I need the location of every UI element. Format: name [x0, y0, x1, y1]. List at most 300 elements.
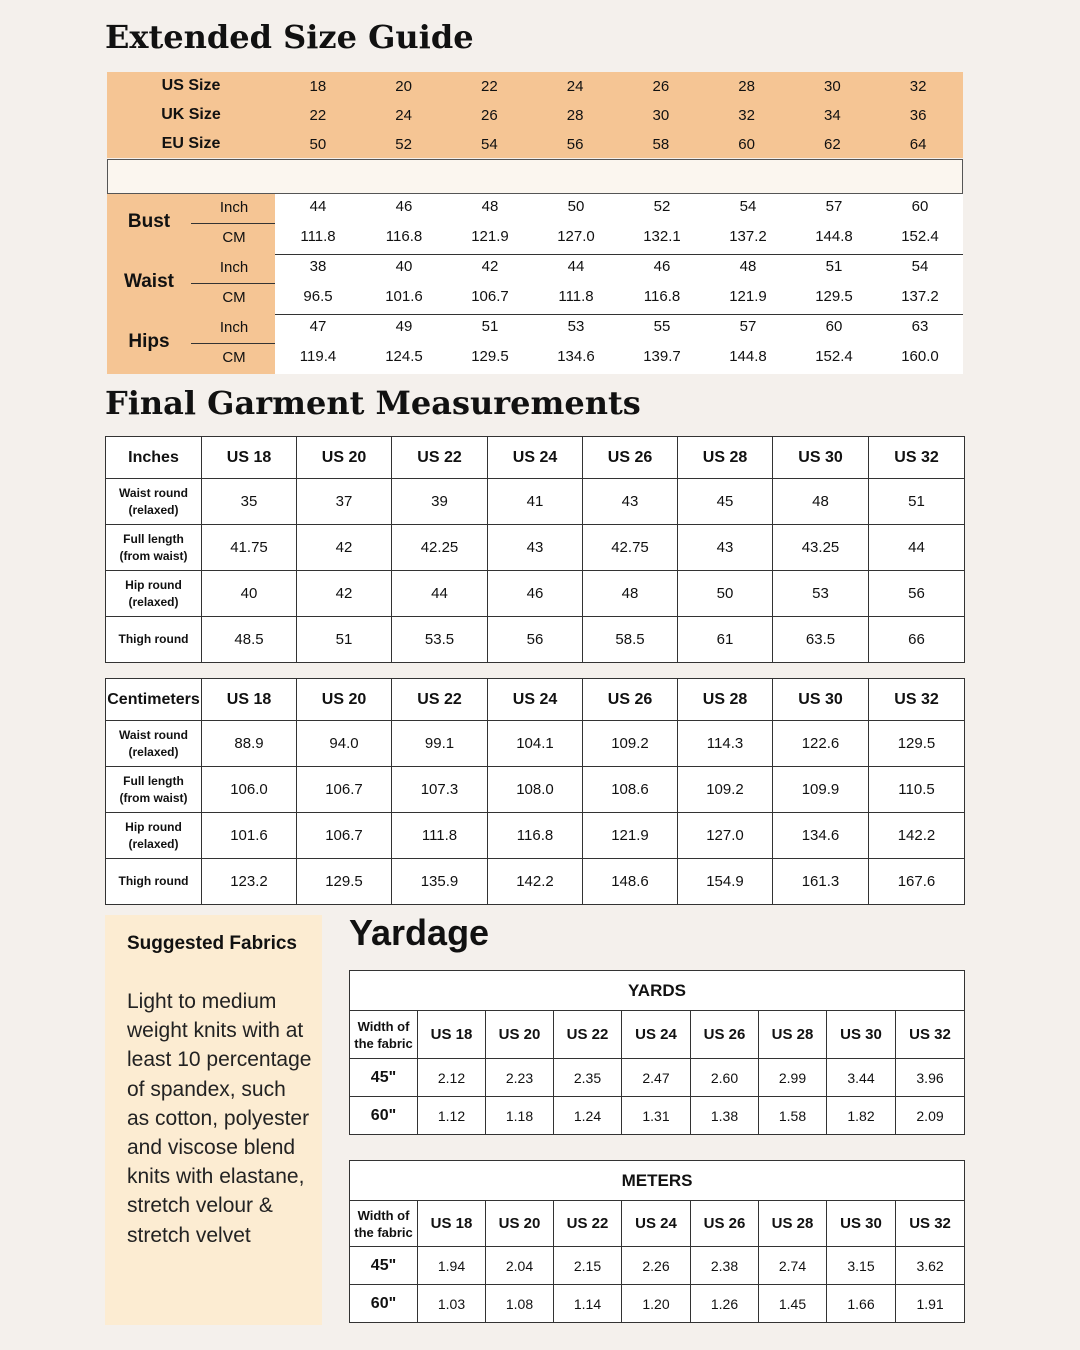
table-cell: 161.3 — [773, 859, 869, 905]
table-cell: 3.96 — [896, 1059, 965, 1097]
size-header-value: 62 — [824, 135, 841, 153]
measure-value: 44 — [309, 198, 327, 215]
table-cell: 35 — [202, 479, 297, 525]
measure-value: 160.0 — [901, 348, 939, 365]
table-cell: 1.08 — [486, 1285, 554, 1323]
table-cell: 101.6 — [202, 813, 297, 859]
table-cell: 45 — [678, 479, 773, 525]
row-label-line1: Hip round — [125, 819, 182, 834]
table-cell: 104.1 — [488, 721, 583, 767]
table-cell: 148.6 — [583, 859, 678, 905]
measure-name: Hips — [128, 331, 170, 352]
measure-value: 49 — [395, 318, 413, 335]
measure-value: 152.4 — [815, 348, 853, 365]
column-header: US 22 — [392, 437, 488, 479]
row-label — [106, 767, 202, 813]
table-cell: 109.2 — [583, 721, 678, 767]
width-label-line1: Width of — [357, 1207, 410, 1223]
table-cell: 1.12 — [418, 1097, 486, 1135]
row-label — [106, 859, 202, 905]
width-of-fabric-label — [350, 1011, 418, 1059]
size-header-value: 24 — [395, 106, 412, 124]
table-row — [106, 571, 965, 617]
row-label-line1: Hip round — [125, 577, 182, 592]
measure-value: 132.1 — [643, 228, 681, 245]
row-label-line1: Full length — [123, 531, 184, 546]
table-cell: 41.75 — [202, 525, 297, 571]
table-cell: 44 — [869, 525, 965, 571]
table-cell: 48 — [583, 571, 678, 617]
table-cell: 106.7 — [297, 813, 392, 859]
measure-values — [275, 314, 963, 374]
table-cell: 127.0 — [678, 813, 773, 859]
width-label-line2: the fabric — [354, 1035, 413, 1051]
table-cell: 40 — [202, 571, 297, 617]
table-cell: 44 — [392, 571, 488, 617]
column-header: US 28 — [678, 437, 773, 479]
table-cell: 108.0 — [488, 767, 583, 813]
table-cell: 41 — [488, 479, 583, 525]
measure-value: 101.6 — [385, 288, 423, 305]
table-cell: 43 — [678, 525, 773, 571]
row-label — [106, 525, 202, 571]
measure-group-label — [107, 194, 275, 254]
size-header-value: 64 — [909, 135, 927, 153]
table-row — [106, 525, 965, 571]
table-row — [106, 767, 965, 813]
measure-name: Bust — [127, 211, 171, 232]
fabric-width-label: 60" — [350, 1285, 418, 1323]
cm-values-row — [275, 288, 963, 305]
measure-value: 55 — [653, 318, 671, 335]
table-cell: 2.35 — [554, 1059, 622, 1097]
table-header-row — [106, 679, 965, 721]
table-cell: 109.2 — [678, 767, 773, 813]
table-cell: 116.8 — [488, 813, 583, 859]
table-cell: 121.9 — [583, 813, 678, 859]
measure-value: 96.5 — [303, 288, 333, 305]
measure-group — [107, 254, 963, 314]
column-header: US 28 — [759, 1011, 827, 1059]
size-guide-spacer — [107, 159, 963, 194]
column-header: US 22 — [392, 679, 488, 721]
table-cell: 154.9 — [678, 859, 773, 905]
measure-group-label — [107, 314, 275, 374]
table-cell: 42.75 — [583, 525, 678, 571]
table-cell: 1.18 — [486, 1097, 554, 1135]
row-label-line2: (from waist) — [119, 790, 188, 805]
table-row — [350, 1285, 965, 1323]
table-cell: 1.38 — [691, 1097, 759, 1135]
table-cell: 1.14 — [554, 1285, 622, 1323]
unit-divider — [191, 343, 275, 344]
table-cell: 46 — [488, 571, 583, 617]
table-cell: 3.15 — [827, 1247, 896, 1285]
size-header-value: 58 — [652, 135, 670, 153]
table-cell: 63.5 — [773, 617, 869, 663]
unit-header: YARDS — [350, 971, 965, 1011]
table-cell: 110.5 — [869, 767, 965, 813]
table-cell: 167.6 — [869, 859, 965, 905]
measure-value: 127.0 — [557, 228, 595, 245]
table-row — [350, 1247, 965, 1285]
measure-value: 46 — [395, 198, 413, 215]
column-header: US 18 — [418, 1011, 486, 1059]
table-cell: 66 — [869, 617, 965, 663]
size-header-value: 32 — [738, 106, 755, 124]
table-cell: 43 — [488, 525, 583, 571]
size-header-label: US Size — [161, 77, 221, 94]
measure-value: 137.2 — [729, 228, 767, 245]
measure-value: 51 — [481, 318, 499, 335]
table-cell: 142.2 — [869, 813, 965, 859]
row-label-line2: (from waist) — [119, 548, 188, 563]
measure-value: 129.5 — [471, 348, 509, 365]
table-cell: 1.03 — [418, 1285, 486, 1323]
size-header-value: 20 — [395, 77, 412, 95]
table-cell: 2.12 — [418, 1059, 486, 1097]
table-cell: 2.23 — [486, 1059, 554, 1097]
column-header: US 24 — [622, 1011, 691, 1059]
size-header-row — [107, 130, 963, 158]
size-header-value: 36 — [909, 106, 927, 124]
unit-corner-cell: Inches — [106, 437, 202, 479]
column-header: US 28 — [759, 1201, 827, 1247]
table-cell: 2.47 — [622, 1059, 691, 1097]
size-header-value: 50 — [309, 135, 327, 153]
measure-value: 116.8 — [643, 288, 681, 305]
table-row — [106, 479, 965, 525]
unit-cm-label: CM — [222, 289, 246, 306]
table-cell: 1.24 — [554, 1097, 622, 1135]
measure-value: 119.4 — [299, 348, 337, 365]
measure-value: 44 — [567, 258, 585, 275]
unit-cm-label: CM — [222, 349, 246, 366]
column-header: US 32 — [896, 1011, 965, 1059]
measure-value: 63 — [911, 318, 929, 335]
row-label — [106, 617, 202, 663]
column-header: US 18 — [202, 437, 297, 479]
measure-values — [275, 254, 963, 314]
fabric-width-label: 60" — [350, 1097, 418, 1135]
size-header-value: 22 — [481, 77, 498, 95]
measure-value: 46 — [653, 258, 671, 275]
measure-value: 50 — [567, 198, 585, 215]
table-cell: 1.58 — [759, 1097, 827, 1135]
column-header: US 30 — [827, 1201, 896, 1247]
table-cell: 50 — [678, 571, 773, 617]
column-header: US 26 — [691, 1011, 759, 1059]
table-cell: 56 — [488, 617, 583, 663]
unit-cm-label: CM — [222, 229, 246, 246]
size-header-value: 30 — [824, 77, 841, 95]
unit-inch-label: Inch — [219, 319, 249, 336]
table-cell: 107.3 — [392, 767, 488, 813]
size-header-value: 54 — [481, 135, 498, 153]
table-cell: 2.15 — [554, 1247, 622, 1285]
table-cell: 2.99 — [759, 1059, 827, 1097]
fabric-width-label: 45" — [350, 1247, 418, 1285]
measure-value: 51 — [825, 258, 843, 275]
cm-values-row — [275, 228, 963, 245]
measure-value: 121.9 — [471, 228, 509, 245]
inch-values-row — [275, 258, 963, 275]
size-header-value: 22 — [309, 106, 327, 124]
measure-value: 144.8 — [815, 228, 853, 245]
table-cell: 1.91 — [896, 1285, 965, 1323]
measure-value: 60 — [911, 198, 929, 215]
column-header: US 20 — [486, 1201, 554, 1247]
table-cell: 122.6 — [773, 721, 869, 767]
measure-value: 129.5 — [815, 288, 853, 305]
table-cell: 88.9 — [202, 721, 297, 767]
column-header: US 26 — [691, 1201, 759, 1247]
table-cell: 111.8 — [392, 813, 488, 859]
size-header-value: 26 — [652, 77, 670, 95]
table-cell: 94.0 — [297, 721, 392, 767]
cm-values-row — [275, 348, 963, 365]
table-cell: 2.04 — [486, 1247, 554, 1285]
table-cell: 42.25 — [392, 525, 488, 571]
row-label — [106, 721, 202, 767]
table-cell: 2.09 — [896, 1097, 965, 1135]
yardage-meters-table — [349, 1160, 965, 1323]
measure-value: 57 — [825, 198, 843, 215]
measure-values — [275, 194, 963, 254]
table-cell: 114.3 — [678, 721, 773, 767]
row-label — [106, 571, 202, 617]
table-cell: 58.5 — [583, 617, 678, 663]
column-header: US 28 — [678, 679, 773, 721]
measure-group — [107, 314, 963, 374]
column-header: US 26 — [583, 437, 678, 479]
inch-values-row — [275, 318, 963, 335]
measure-name: Waist — [124, 271, 174, 292]
table-cell: 129.5 — [869, 721, 965, 767]
measure-value: 139.7 — [643, 348, 681, 365]
size-header-row — [107, 101, 963, 129]
garment-cm-table — [105, 678, 965, 905]
table-cell: 135.9 — [392, 859, 488, 905]
size-header-value: 60 — [738, 135, 755, 153]
measure-value: 54 — [911, 258, 929, 275]
unit-header-row — [350, 971, 965, 1011]
column-header: US 32 — [869, 437, 965, 479]
table-cell: 2.60 — [691, 1059, 759, 1097]
measure-value: 60 — [825, 318, 843, 335]
measure-value: 52 — [653, 198, 671, 215]
table-cell: 1.94 — [418, 1247, 486, 1285]
table-cell: 53 — [773, 571, 869, 617]
row-label-line2: (relaxed) — [128, 594, 179, 609]
row-label-line1: Thigh round — [118, 874, 189, 888]
row-label — [106, 813, 202, 859]
yardage-yards-table — [349, 970, 965, 1135]
column-header: US 32 — [869, 679, 965, 721]
measure-value: 111.8 — [300, 228, 336, 245]
garment-inches-table — [105, 436, 965, 663]
table-row — [350, 1059, 965, 1097]
table-cell: 142.2 — [488, 859, 583, 905]
table-cell: 106.0 — [202, 767, 297, 813]
size-header-value: 34 — [824, 106, 841, 124]
measure-value: 111.8 — [558, 288, 594, 305]
column-header: US 24 — [488, 679, 583, 721]
fabrics-body: Light to medium weight knits with at least 10 percentage of spandex, such as cotton, polyester and viscose blend knits with elastane, stretch velour & stretch velvet — [127, 990, 312, 1247]
size-header-value: 32 — [909, 77, 927, 95]
measure-value: 40 — [395, 258, 413, 275]
column-header: US 32 — [896, 1201, 965, 1247]
unit-divider — [191, 283, 275, 284]
table-cell: 43 — [583, 479, 678, 525]
table-cell: 109.9 — [773, 767, 869, 813]
table-cell: 2.38 — [691, 1247, 759, 1285]
table-cell: 56 — [869, 571, 965, 617]
row-label-line1: Full length — [123, 773, 184, 788]
width-of-fabric-label — [350, 1201, 418, 1247]
table-row — [106, 617, 965, 663]
measure-value: 48 — [739, 258, 757, 275]
size-header-value: 28 — [738, 77, 755, 95]
measure-value: 137.2 — [901, 288, 939, 305]
unit-header: METERS — [350, 1161, 965, 1201]
measure-group-label — [107, 254, 275, 314]
column-header: US 18 — [418, 1201, 486, 1247]
table-row — [106, 859, 965, 905]
size-header-value: 30 — [652, 106, 670, 124]
table-cell: 108.6 — [583, 767, 678, 813]
measure-group — [107, 194, 963, 254]
measure-value: 134.6 — [557, 348, 595, 365]
table-cell: 1.26 — [691, 1285, 759, 1323]
table-cell: 1.20 — [622, 1285, 691, 1323]
table-cell: 1.45 — [759, 1285, 827, 1323]
garment-title: Final Garment Measurements — [105, 384, 641, 422]
column-header: US 30 — [773, 679, 869, 721]
measure-value: 47 — [309, 318, 327, 335]
column-header: US 24 — [622, 1201, 691, 1247]
width-label-line2: the fabric — [354, 1224, 413, 1240]
table-row — [106, 813, 965, 859]
unit-header-row — [350, 1161, 965, 1201]
table-header-row — [350, 1201, 965, 1247]
row-label-line1: Waist round — [119, 485, 188, 500]
table-cell: 51 — [297, 617, 392, 663]
inch-values-row — [275, 198, 963, 215]
column-header: US 26 — [583, 679, 678, 721]
table-cell: 51 — [869, 479, 965, 525]
column-header: US 20 — [297, 679, 392, 721]
unit-divider — [191, 223, 275, 224]
table-cell: 2.26 — [622, 1247, 691, 1285]
table-cell: 3.62 — [896, 1247, 965, 1285]
size-guide-table — [107, 72, 963, 374]
table-cell: 53.5 — [392, 617, 488, 663]
size-header-label: EU Size — [161, 135, 221, 152]
table-header-row — [350, 1011, 965, 1059]
measure-value: 106.7 — [471, 288, 509, 305]
row-label-line2: (relaxed) — [128, 836, 179, 851]
measure-value: 42 — [481, 258, 499, 275]
unit-inch-label: Inch — [219, 259, 249, 276]
measure-value: 48 — [481, 198, 499, 215]
table-cell: 42 — [297, 571, 392, 617]
table-row — [350, 1097, 965, 1135]
size-header-value: 24 — [566, 77, 584, 95]
measure-value: 57 — [739, 318, 757, 335]
column-header: US 24 — [488, 437, 583, 479]
size-header-value: 28 — [566, 106, 584, 124]
size-header-value: 18 — [309, 77, 327, 95]
table-cell: 2.74 — [759, 1247, 827, 1285]
row-label-line2: (relaxed) — [128, 744, 179, 759]
table-cell: 1.82 — [827, 1097, 896, 1135]
measure-value: 121.9 — [729, 288, 767, 305]
column-header: US 22 — [554, 1201, 622, 1247]
measure-value: 124.5 — [385, 348, 423, 365]
row-label-line1: Thigh round — [118, 632, 189, 646]
unit-corner-cell: Centimeters — [106, 679, 202, 721]
table-cell: 129.5 — [297, 859, 392, 905]
column-header: US 30 — [773, 437, 869, 479]
size-header-value: 56 — [566, 135, 584, 153]
table-row — [106, 721, 965, 767]
measure-value: 116.8 — [385, 228, 423, 245]
suggested-fabrics-panel — [105, 915, 322, 1325]
table-cell: 134.6 — [773, 813, 869, 859]
unit-inch-label: Inch — [219, 199, 249, 216]
group-separator — [275, 254, 963, 255]
table-cell: 39 — [392, 479, 488, 525]
fabric-width-label: 45" — [350, 1059, 418, 1097]
fabrics-heading: Suggested Fabrics — [127, 933, 297, 954]
column-header: US 20 — [486, 1011, 554, 1059]
table-cell: 61 — [678, 617, 773, 663]
size-guide-title: Extended Size Guide — [105, 18, 474, 56]
table-cell: 3.44 — [827, 1059, 896, 1097]
table-cell: 43.25 — [773, 525, 869, 571]
size-header-row — [107, 72, 963, 100]
column-header: US 18 — [202, 679, 297, 721]
table-cell: 37 — [297, 479, 392, 525]
size-header-value: 52 — [395, 135, 412, 153]
group-separator — [275, 314, 963, 315]
table-cell: 48.5 — [202, 617, 297, 663]
column-header: US 20 — [297, 437, 392, 479]
measure-value: 144.8 — [729, 348, 767, 365]
measure-value: 53 — [567, 318, 585, 335]
measure-value: 152.4 — [901, 228, 939, 245]
measure-value: 54 — [739, 198, 757, 215]
column-header: US 22 — [554, 1011, 622, 1059]
row-label-line2: (relaxed) — [128, 502, 179, 517]
table-header-row — [106, 437, 965, 479]
table-cell: 99.1 — [392, 721, 488, 767]
yardage-title: Yardage — [349, 912, 490, 953]
size-header-label: UK Size — [161, 106, 221, 123]
table-cell: 48 — [773, 479, 869, 525]
table-cell: 106.7 — [297, 767, 392, 813]
table-cell: 42 — [297, 525, 392, 571]
width-label-line1: Width of — [357, 1018, 410, 1034]
row-label-line1: Waist round — [119, 727, 188, 742]
table-cell: 123.2 — [202, 859, 297, 905]
column-header: US 30 — [827, 1011, 896, 1059]
size-header-value: 26 — [481, 106, 498, 124]
measure-value: 38 — [309, 258, 327, 275]
row-label — [106, 479, 202, 525]
table-cell: 1.31 — [622, 1097, 691, 1135]
